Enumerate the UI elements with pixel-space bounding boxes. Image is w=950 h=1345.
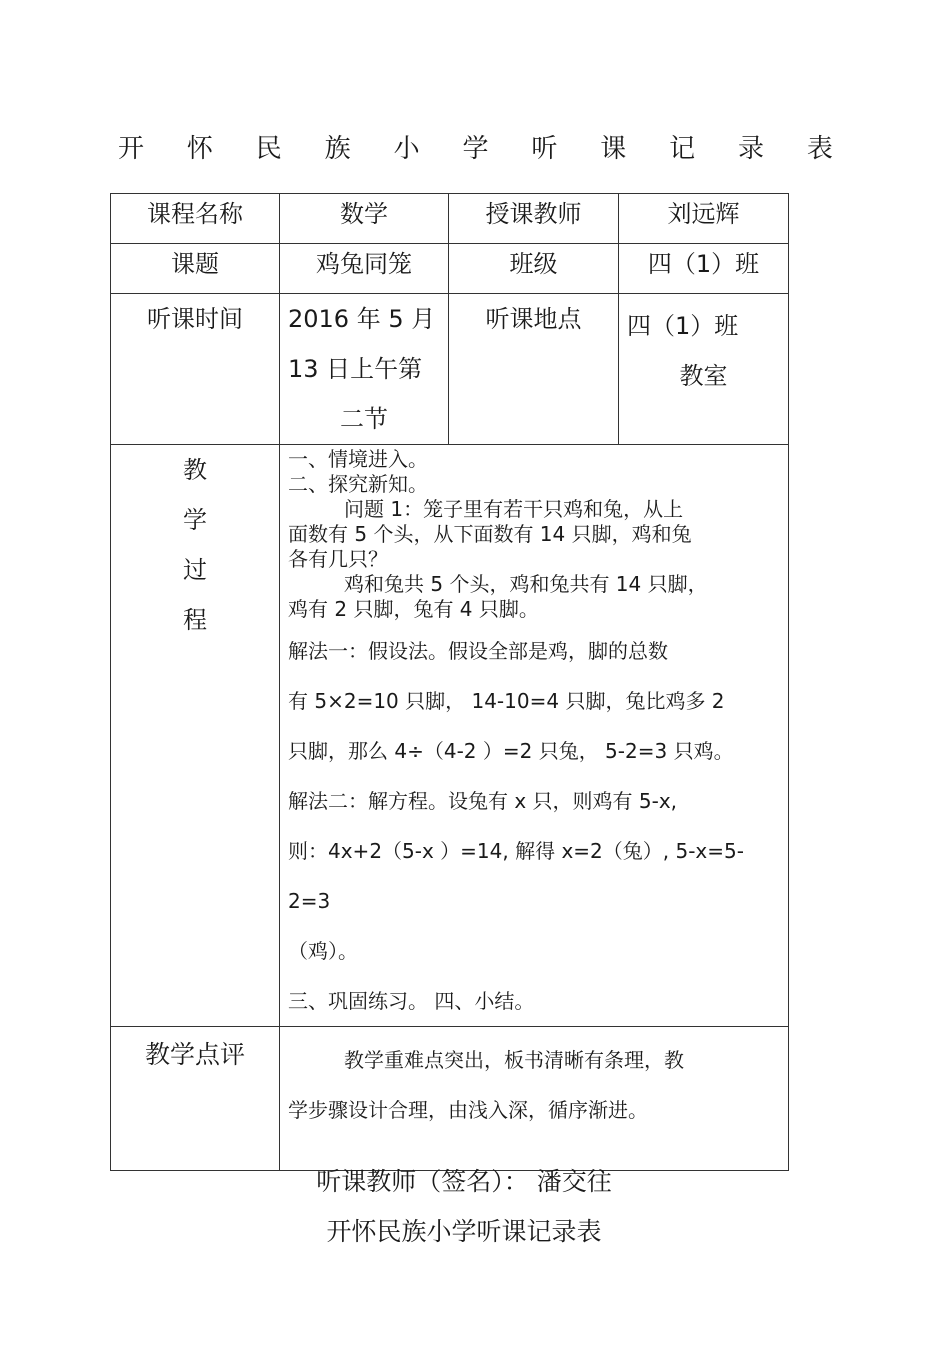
process-label-char: 过 [183,556,207,584]
title-char: 族 [324,133,351,164]
page-title [118,128,833,164]
process-line: 解法二：解方程。设兔有 x 只，则鸡有 5-x, [288,789,678,813]
evaluation-line: 教学重难点突出，板书清晰有条理，教 [344,1048,684,1072]
process-line: 面数有 5 个头，从下面数有 14 只脚，鸡和兔 [288,522,692,546]
next-page-title: 开怀民族小学听课记录表 [326,1217,602,1246]
evaluation-line: 学步骤设计合理，由浅入深，循序渐进。 [288,1098,648,1122]
process-label [111,445,280,1027]
process-line: 问题 1：笼子里有若干只鸡和兔，从上 [344,497,684,521]
table-row [111,244,789,294]
process-label-char: 程 [183,606,207,634]
teacher-value: 刘远辉 [619,194,789,244]
record-table [110,193,789,1171]
title-char: 记 [669,133,696,164]
process-line: 有 5×2=10 只脚， 14-10=4 只脚，兔比鸡多 2 [288,689,725,713]
time-line: 2016 年 5 月 [288,305,436,333]
table-row [111,294,789,445]
table-row [111,194,789,244]
process-line: 只脚，那么 4÷（4-2 ）=2 只兔， 5-2=3 只鸡。 [288,739,734,763]
title-char: 小 [393,133,420,164]
time-value [280,294,449,445]
title-char: 学 [462,133,489,164]
evaluation-content [280,1027,789,1171]
evaluation-label: 教学点评 [111,1027,280,1171]
title-char: 听 [531,133,558,164]
place-line: 四（1）班 [627,312,739,340]
topic-value: 鸡兔同笼 [280,244,449,294]
process-line: 则：4x+2（5-x ）=14, 解得 x=2（兔）, 5-x=5-2=3 [288,839,744,913]
course-name-value: 数学 [280,194,449,244]
process-line: 鸡有 2 只脚，兔有 4 只脚。 [288,597,539,621]
place-label: 听课地点 [449,294,619,445]
process-line: 解法一：假设法。假设全部是鸡，脚的总数 [288,639,668,663]
process-label-char: 教 [183,456,207,484]
process-line: 二、探究新知。 [288,472,428,496]
signature-line: 听课教师（签名）： 潘交往 [316,1167,612,1196]
process-line: 三、巩固练习。 四、小结。 [288,989,535,1013]
process-line: 一、情境进入。 [288,447,428,471]
title-char: 怀 [186,133,213,164]
title-char: 课 [600,133,627,164]
place-value [619,294,789,445]
title-char: 开 [118,133,145,164]
time-label: 听课时间 [111,294,280,445]
time-line: 二节 [340,405,388,433]
table-row [111,1027,789,1171]
title-char: 表 [806,133,833,164]
topic-label: 课题 [111,244,280,294]
process-line: 各有几只？ [288,547,388,571]
process-line: （鸡）。 [288,939,358,963]
process-content [280,445,789,1027]
teacher-label: 授课教师 [449,194,619,244]
table-row [111,445,789,1027]
time-line: 13 日上午第 [288,355,423,383]
title-char: 录 [738,133,765,164]
course-name-label: 课程名称 [111,194,280,244]
place-line: 教室 [679,362,728,390]
process-line: 鸡和兔共 5 个头，鸡和兔共有 14 只脚， [344,572,708,596]
process-label-char: 学 [183,506,207,534]
class-value: 四（1）班 [619,244,789,294]
title-char: 民 [255,133,282,164]
class-label: 班级 [449,244,619,294]
